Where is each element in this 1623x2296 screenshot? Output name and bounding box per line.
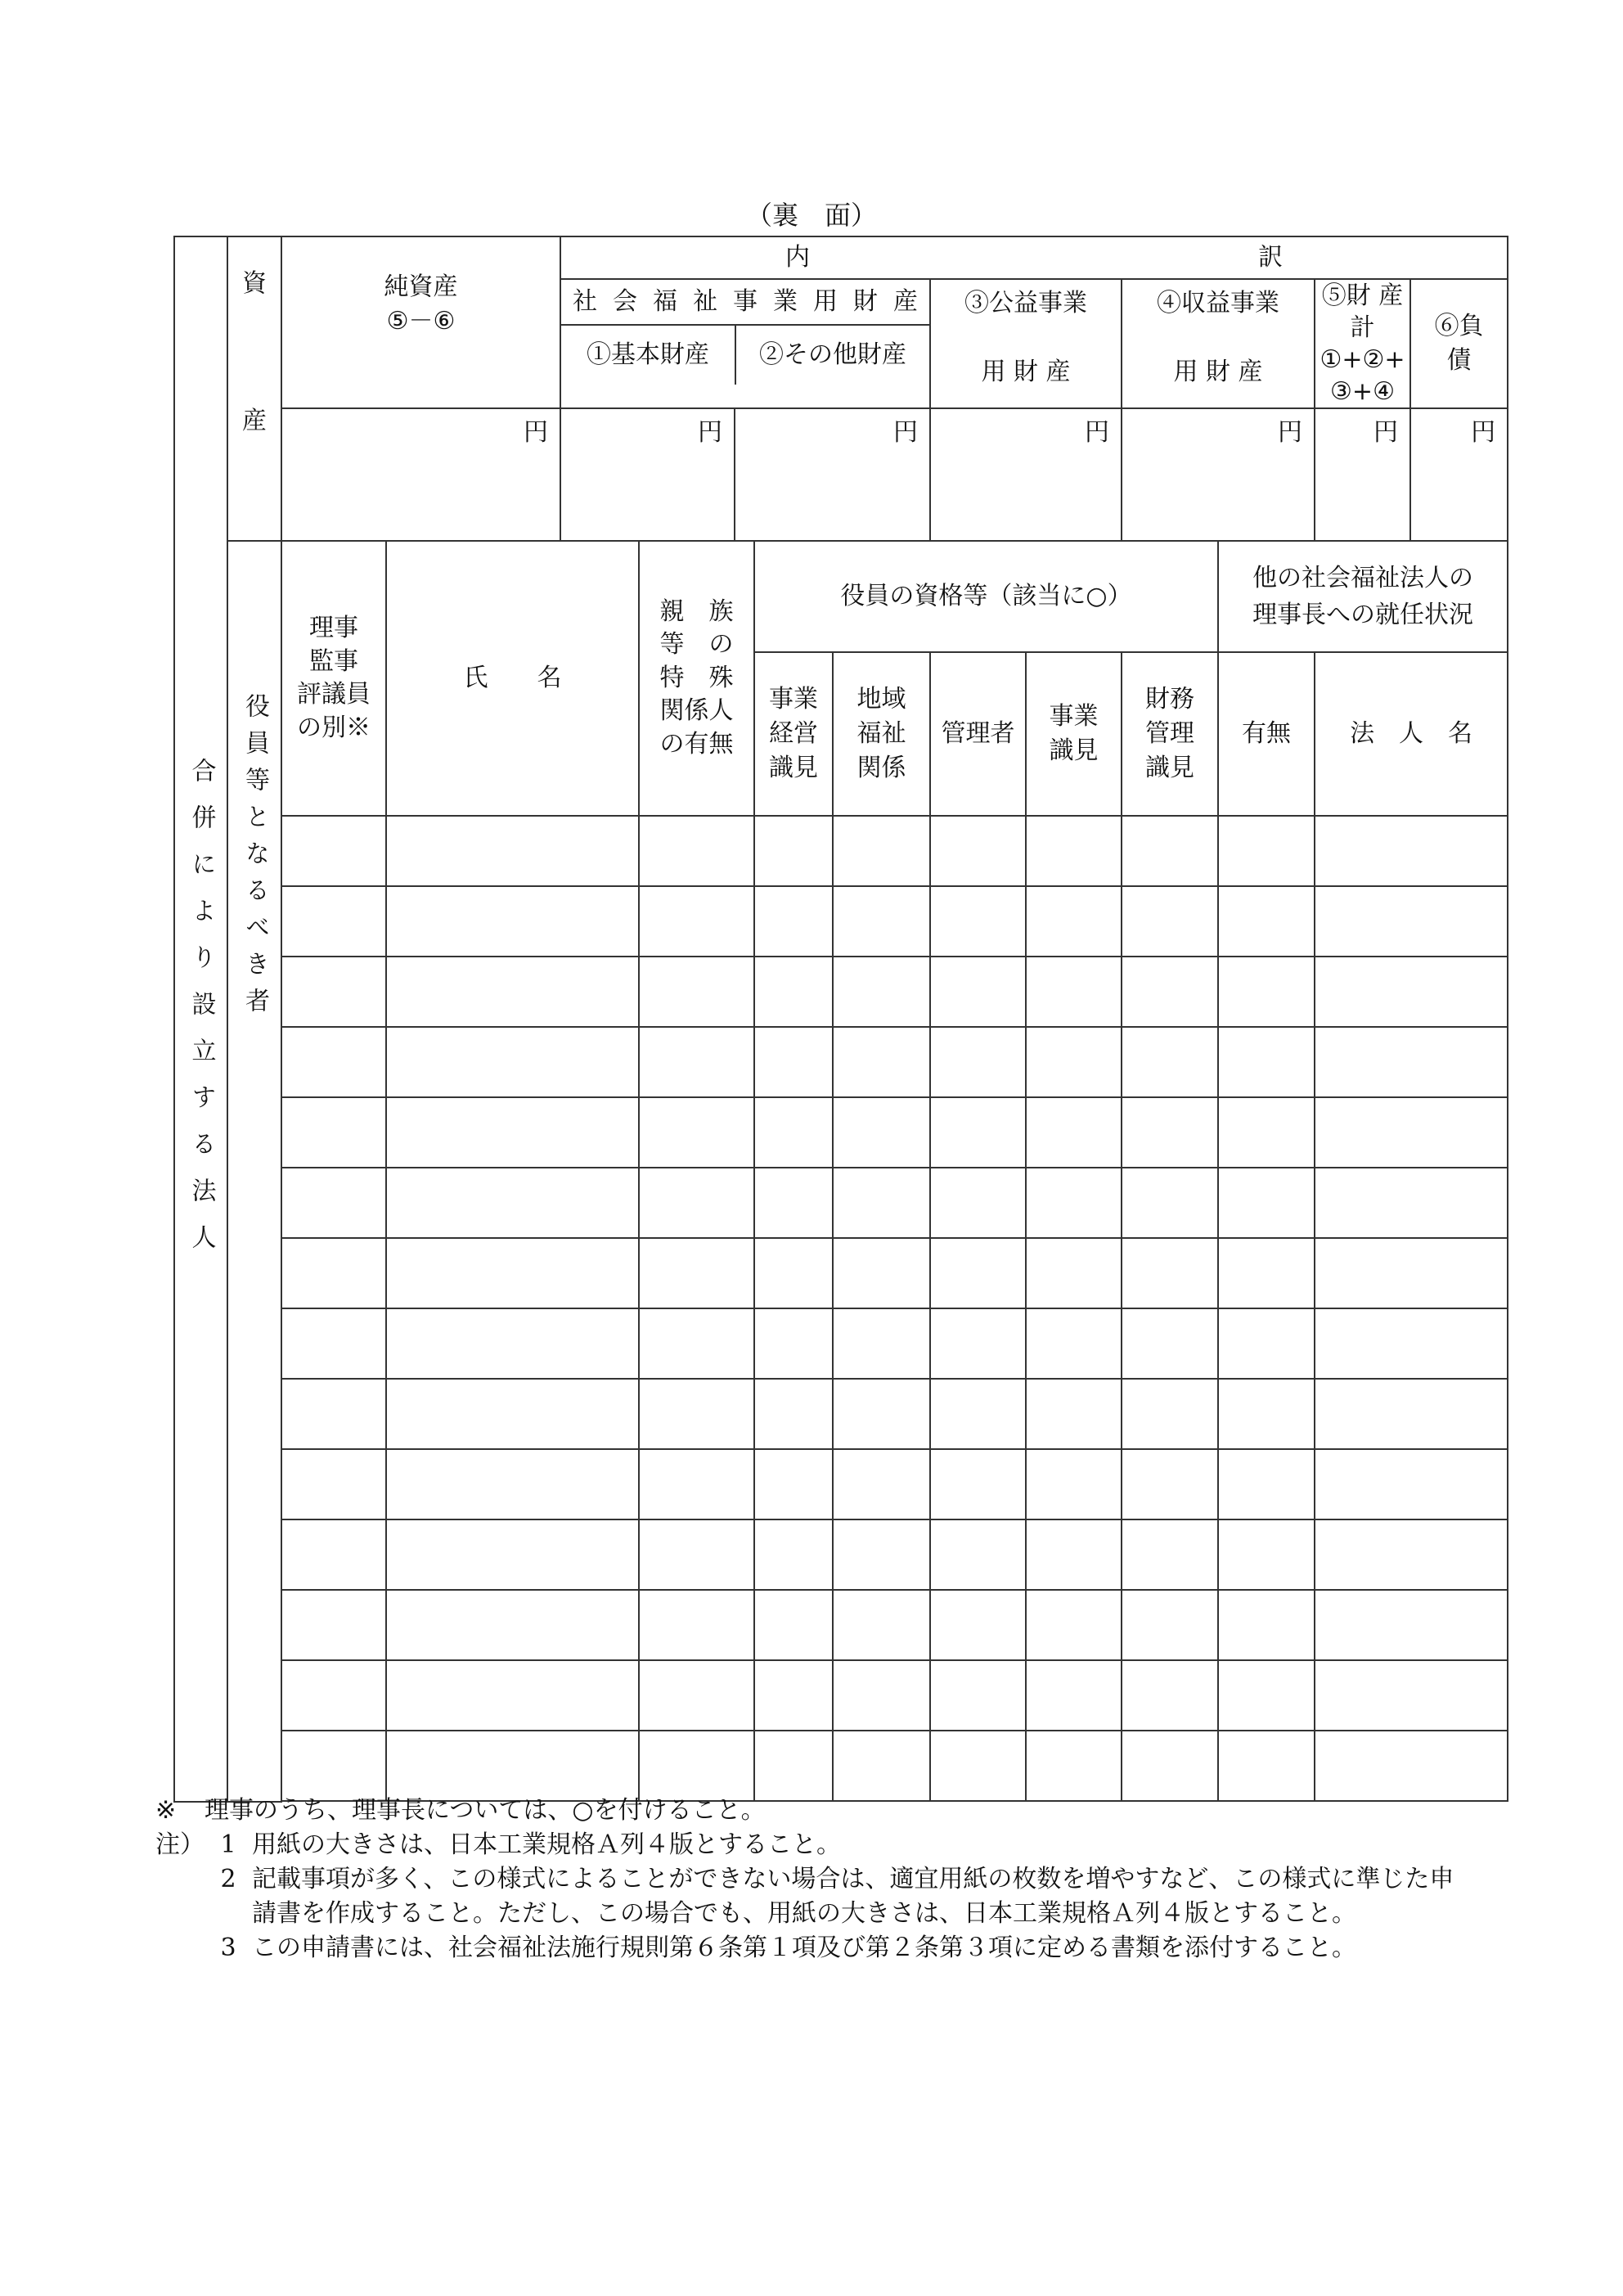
role-cell[interactable] <box>281 886 386 957</box>
qual-cell[interactable] <box>1122 1238 1218 1308</box>
public-interest-property-cell[interactable]: 円 <box>930 408 1122 541</box>
role-cell[interactable] <box>281 1660 386 1731</box>
qual-cell[interactable] <box>930 1449 1026 1519</box>
qual-cell[interactable] <box>1026 1097 1122 1168</box>
qual-cell[interactable] <box>833 957 930 1027</box>
qual-cell[interactable] <box>1026 1449 1122 1519</box>
relation-cell[interactable] <box>639 1097 754 1168</box>
name-header: 氏 名 <box>386 541 639 816</box>
table-row <box>174 1379 1508 1449</box>
table-row <box>174 1449 1508 1519</box>
note-item: 注） 1 用紙の大きさは、日本工業規格Ａ列４版とすること。 <box>155 1830 841 1859</box>
qual-cell[interactable] <box>1026 886 1122 957</box>
qual-cell[interactable] <box>930 1519 1026 1590</box>
qualification-finance: 財務 管理 識見 <box>1122 652 1218 816</box>
profit-property-cell[interactable]: 円 <box>1122 408 1315 541</box>
qual-cell[interactable] <box>833 1027 930 1097</box>
qual-cell[interactable] <box>754 886 833 957</box>
qual-cell[interactable] <box>754 1731 833 1801</box>
qual-cell[interactable] <box>1026 1238 1122 1308</box>
table-row <box>174 816 1508 886</box>
qual-cell[interactable] <box>833 1660 930 1731</box>
presence-cell[interactable] <box>1218 1027 1315 1097</box>
relation-cell[interactable] <box>639 1238 754 1308</box>
qual-cell[interactable] <box>1026 1590 1122 1660</box>
role-cell[interactable] <box>281 1590 386 1660</box>
presence-cell[interactable] <box>1218 1449 1315 1519</box>
qual-cell[interactable] <box>1122 1519 1218 1590</box>
table-row <box>174 1731 1508 1801</box>
qual-cell[interactable] <box>930 816 1026 886</box>
corp-name-cell[interactable] <box>1315 1308 1508 1379</box>
qual-cell[interactable] <box>754 1097 833 1168</box>
relation-cell[interactable] <box>639 1449 754 1519</box>
public-interest-property-header: ③公益事業 用 財 産 <box>930 279 1122 408</box>
qual-cell[interactable] <box>1122 1449 1218 1519</box>
role-cell[interactable] <box>281 1027 386 1097</box>
table-row <box>174 1519 1508 1590</box>
name-cell[interactable] <box>386 1519 639 1590</box>
qual-cell[interactable] <box>1122 1660 1218 1731</box>
qual-cell[interactable] <box>1122 1168 1218 1238</box>
net-assets-header: 純資産 ⑤－⑥ <box>281 236 560 408</box>
qual-cell[interactable] <box>1122 1731 1218 1801</box>
page-title: （裏 面） <box>745 200 877 231</box>
role-header: 理事 監事 評議員 の別※ <box>281 541 386 816</box>
relation-cell[interactable] <box>639 886 754 957</box>
name-cell[interactable] <box>386 1449 639 1519</box>
qual-cell[interactable] <box>754 957 833 1027</box>
qual-cell[interactable] <box>1026 816 1122 886</box>
qual-cell[interactable] <box>754 1168 833 1238</box>
table-row <box>174 1097 1508 1168</box>
table-row <box>174 1308 1508 1379</box>
role-cell[interactable] <box>281 1168 386 1238</box>
officers-row-label: 役員等となるべき者 <box>227 541 281 1802</box>
social-welfare-property-header: 社会福祉事業用財産 <box>561 280 929 326</box>
assets-row-label: 資 産 <box>227 236 281 541</box>
presence-cell[interactable] <box>1218 1238 1315 1308</box>
name-cell[interactable] <box>386 1660 639 1731</box>
corp-name-cell[interactable] <box>1315 1731 1508 1801</box>
corp-name-cell[interactable] <box>1315 1590 1508 1660</box>
qual-cell[interactable] <box>1026 957 1122 1027</box>
qual-cell[interactable] <box>1122 886 1218 957</box>
qual-cell[interactable] <box>833 1379 930 1449</box>
corp-name-cell[interactable] <box>1315 1097 1508 1168</box>
qual-cell[interactable] <box>930 1097 1026 1168</box>
table-row <box>174 1168 1508 1238</box>
corporation-side-label: 合併により設立する法人 <box>174 236 227 1802</box>
corp-name-cell[interactable] <box>1315 1519 1508 1590</box>
role-cell[interactable] <box>281 1519 386 1590</box>
presence-cell[interactable] <box>1218 816 1315 886</box>
table-row <box>174 957 1508 1027</box>
presence-cell[interactable] <box>1218 1168 1315 1238</box>
relation-cell[interactable] <box>639 1660 754 1731</box>
corp-name-cell[interactable] <box>1315 886 1508 957</box>
role-cell[interactable] <box>281 816 386 886</box>
qual-cell[interactable] <box>1122 957 1218 1027</box>
qual-cell[interactable] <box>1026 1379 1122 1449</box>
role-cell[interactable] <box>281 1379 386 1449</box>
qual-cell[interactable] <box>1122 1097 1218 1168</box>
qual-cell[interactable] <box>754 1660 833 1731</box>
qualification-header: 役員の資格等（該当に○） <box>754 541 1218 652</box>
presence-cell[interactable] <box>1218 1660 1315 1731</box>
qual-cell[interactable] <box>1026 1660 1122 1731</box>
qual-cell[interactable] <box>754 1379 833 1449</box>
role-cell[interactable] <box>281 1097 386 1168</box>
relation-cell[interactable] <box>639 1731 754 1801</box>
qualification-manager: 管理者 <box>930 652 1026 816</box>
name-cell[interactable] <box>386 886 639 957</box>
basic-property-cell[interactable]: 円 <box>560 408 735 541</box>
presence-cell[interactable] <box>1218 1379 1315 1449</box>
name-cell[interactable] <box>386 1731 639 1801</box>
qual-cell[interactable] <box>930 1027 1026 1097</box>
presence-cell[interactable] <box>1218 957 1315 1027</box>
name-cell[interactable] <box>386 957 639 1027</box>
presence-cell[interactable] <box>1218 1731 1315 1801</box>
relation-cell[interactable] <box>639 1590 754 1660</box>
qualification-business-management: 事業 経営 識見 <box>754 652 833 816</box>
qual-cell[interactable] <box>754 1519 833 1590</box>
liabilities-header: ⑥負 債 <box>1410 279 1508 408</box>
name-cell[interactable] <box>386 1097 639 1168</box>
qual-cell[interactable] <box>1026 1027 1122 1097</box>
name-cell[interactable] <box>386 1379 639 1449</box>
qualification-business-insight: 事業 識見 <box>1026 652 1122 816</box>
qual-cell[interactable] <box>930 1731 1026 1801</box>
corp-name-cell[interactable] <box>1315 1660 1508 1731</box>
application-form-table <box>173 236 1533 1803</box>
qual-cell[interactable] <box>930 1660 1026 1731</box>
table-row <box>174 1027 1508 1097</box>
total-property-header: ⑤財 産 計 ①+②+ ③+④ <box>1315 279 1410 408</box>
qual-cell[interactable] <box>754 1590 833 1660</box>
qual-cell[interactable] <box>930 1238 1026 1308</box>
qual-cell[interactable] <box>1122 1308 1218 1379</box>
relation-cell[interactable] <box>639 1519 754 1590</box>
asterisk-note: ※ 理事のうち、理事長については、○を付けること。 <box>155 1796 766 1825</box>
qual-cell[interactable] <box>754 1449 833 1519</box>
corp-name-cell[interactable] <box>1315 1379 1508 1449</box>
qual-cell[interactable] <box>930 1379 1026 1449</box>
other-property-header: ②その他財産 <box>759 340 906 369</box>
other-property-cell[interactable]: 円 <box>735 408 930 541</box>
profit-property-header: ④収益事業 用 財 産 <box>1122 279 1315 408</box>
name-cell[interactable] <box>386 1238 639 1308</box>
qual-cell[interactable] <box>754 816 833 886</box>
relation-cell[interactable] <box>639 1308 754 1379</box>
name-cell[interactable] <box>386 1168 639 1238</box>
corp-name-cell[interactable] <box>1315 1238 1508 1308</box>
qual-cell[interactable] <box>930 957 1026 1027</box>
role-cell[interactable] <box>281 1308 386 1379</box>
name-cell[interactable] <box>386 816 639 886</box>
qual-cell[interactable] <box>1122 816 1218 886</box>
qual-cell[interactable] <box>833 1238 930 1308</box>
total-property-cell[interactable]: 円 <box>1315 408 1410 541</box>
qual-cell[interactable] <box>754 1308 833 1379</box>
social-welfare-property-group <box>560 279 930 408</box>
qual-cell[interactable] <box>1026 1168 1122 1238</box>
role-cell[interactable] <box>281 1731 386 1801</box>
qual-cell[interactable] <box>754 1027 833 1097</box>
qualification-community-welfare: 地域 福祉 関係 <box>833 652 930 816</box>
corp-name-cell[interactable] <box>1315 816 1508 886</box>
qual-cell[interactable] <box>1122 1027 1218 1097</box>
qual-cell[interactable] <box>754 1238 833 1308</box>
table-row <box>174 1660 1508 1731</box>
qual-cell[interactable] <box>1026 1731 1122 1801</box>
basic-property-header: ①基本財産 <box>561 326 736 385</box>
note-item: 2 記載事項が多く、この様式によることができない場合は、適宜用紙の枚数を増やすなど、この様式に準じた申請書を作成すること。ただし、この場合でも、用紙の大きさは、日本工業規格Ａ列４版とすること。 <box>220 1865 1454 1928</box>
presence-cell[interactable] <box>1218 1519 1315 1590</box>
qual-cell[interactable] <box>1122 1590 1218 1660</box>
name-cell[interactable] <box>386 1308 639 1379</box>
name-cell[interactable] <box>386 1027 639 1097</box>
qual-cell[interactable] <box>833 1590 930 1660</box>
corp-name-cell[interactable] <box>1315 1027 1508 1097</box>
corp-name-cell[interactable] <box>1315 957 1508 1027</box>
role-cell[interactable] <box>281 1449 386 1519</box>
note-item: 3 この申請書には、社会福祉法施行規則第６条第１項及び第２条第３項に定める書類を添付すること。 <box>220 1934 1356 1962</box>
qual-cell[interactable] <box>833 1731 930 1801</box>
qual-cell[interactable] <box>833 816 930 886</box>
table-row <box>174 1590 1508 1660</box>
qual-cell[interactable] <box>930 1308 1026 1379</box>
corp-name-cell[interactable] <box>1315 1168 1508 1238</box>
role-cell[interactable] <box>281 957 386 1027</box>
name-cell[interactable] <box>386 1590 639 1660</box>
table-row <box>174 886 1508 957</box>
qual-cell[interactable] <box>833 1168 930 1238</box>
table-row <box>174 1238 1508 1308</box>
notes-section <box>155 1794 1497 1965</box>
relation-cell[interactable] <box>639 1168 754 1238</box>
liabilities-cell[interactable]: 円 <box>1410 408 1508 541</box>
qual-cell[interactable] <box>833 1308 930 1379</box>
qual-cell[interactable] <box>833 1097 930 1168</box>
qual-cell[interactable] <box>833 1449 930 1519</box>
breakdown-header: 内 訳 <box>560 236 1508 279</box>
other-corp-header: 他の社会福祉法人の 理事長への就任状況 <box>1218 541 1508 652</box>
net-assets-cell[interactable]: 円 <box>281 408 560 541</box>
qual-cell[interactable] <box>833 886 930 957</box>
relation-cell[interactable] <box>639 957 754 1027</box>
role-cell[interactable] <box>281 1238 386 1308</box>
qual-cell[interactable] <box>1026 1519 1122 1590</box>
corp-name-header: 法 人 名 <box>1315 652 1508 816</box>
presence-cell[interactable] <box>1218 1308 1315 1379</box>
corp-name-cell[interactable] <box>1315 1449 1508 1519</box>
qual-cell[interactable] <box>1026 1308 1122 1379</box>
qual-cell[interactable] <box>930 1168 1026 1238</box>
qual-cell[interactable] <box>930 886 1026 957</box>
presence-header: 有無 <box>1218 652 1315 816</box>
relation-header: 親 族 等 の 特 殊 関係人 の有無 <box>639 541 754 816</box>
qual-cell[interactable] <box>1122 1379 1218 1449</box>
presence-cell[interactable] <box>1218 1590 1315 1660</box>
relation-cell[interactable] <box>639 1379 754 1449</box>
relation-cell[interactable] <box>639 816 754 886</box>
relation-cell[interactable] <box>639 1027 754 1097</box>
presence-cell[interactable] <box>1218 886 1315 957</box>
qual-cell[interactable] <box>833 1519 930 1590</box>
presence-cell[interactable] <box>1218 1097 1315 1168</box>
qual-cell[interactable] <box>930 1590 1026 1660</box>
